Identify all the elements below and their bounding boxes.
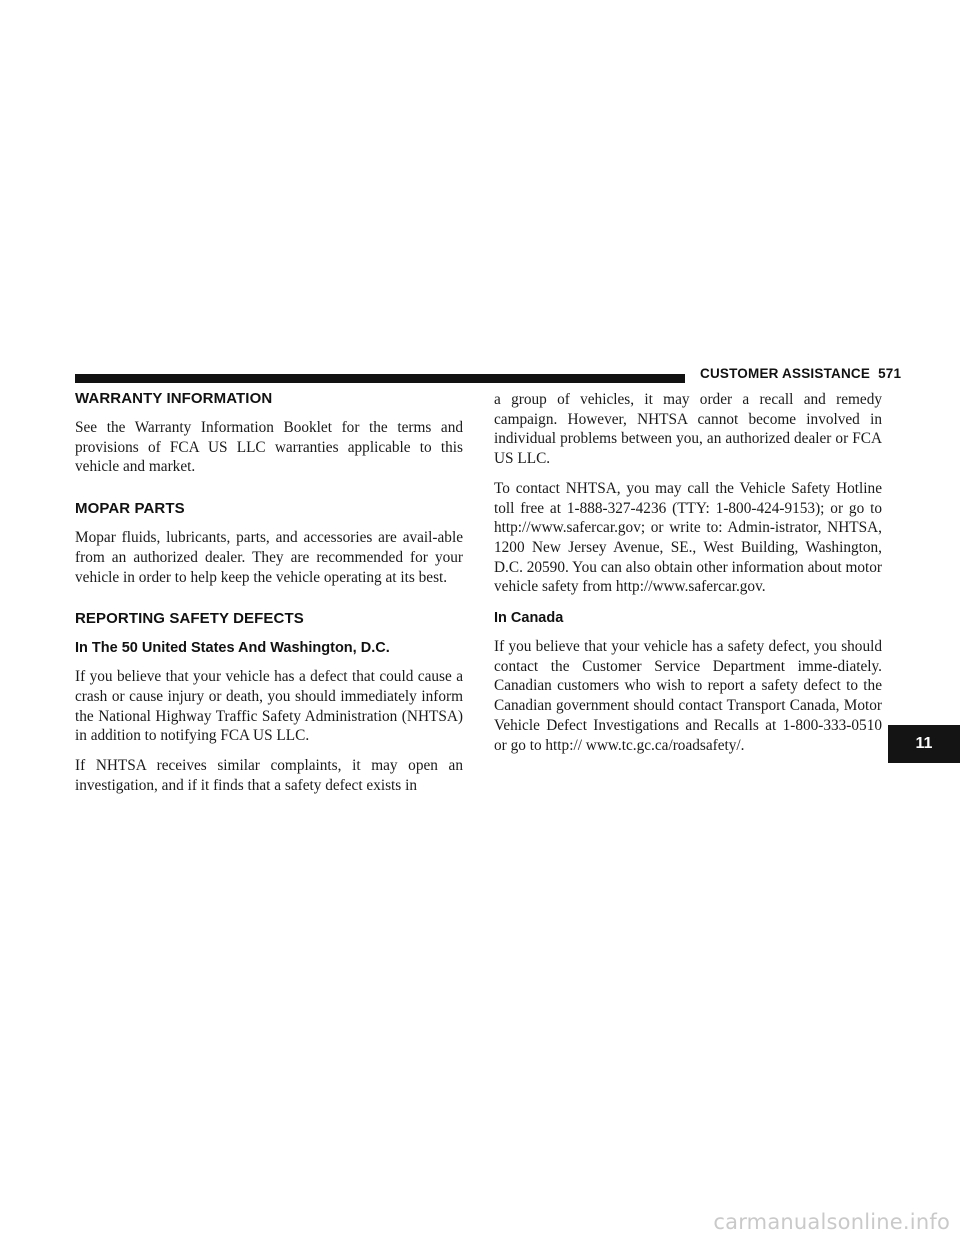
canada-paragraph: If you believe that your vehicle has a safety defect, you should contact the Customer Service Department imme-diately. Canadian customers who wish to report a safety defect to the Canadian government should contact Transport Canada, Motor Vehicle Defect Investigations and Recalls at 1-800-333-0510 or go to http:// www.tc.gc.ca/roadsafety/. bbox=[494, 638, 882, 754]
mopar-heading: MOPAR PARTS bbox=[75, 500, 185, 518]
running-header bbox=[700, 366, 901, 381]
right-column bbox=[494, 390, 882, 755]
chapter-tab bbox=[888, 725, 960, 763]
warranty-heading: WARRANTY INFORMATION bbox=[75, 390, 273, 407]
warranty-paragraph: See the Warranty Information Booklet for the terms and provisions of FCA US LLC warranties applicable to this vehicle and market. bbox=[75, 419, 463, 476]
us-paragraph-3: To contact NHTSA, you may call the Vehicle Safety Hotline toll free at 1-888-327-4236 (TTY: 1-800-424-9153); or go to http://www.safercar.gov; or write to: Admin-istrator, NHTSA, 1200 New Jersey Avenue, SE., West Building, Washington, D.C. 20590. You can also obtain other information about motor vehicle safety from http://www.safercar.gov. bbox=[494, 479, 882, 596]
us-paragraph-1: If you believe that your vehicle has a defect that could cause a crash or cause injury or death, you should immediately inform the National Highway Traffic Safety Administration (NHTSA) in addition to notifying FCA US LLC. bbox=[75, 668, 463, 745]
mopar-paragraph: Mopar fluids, lubricants, parts, and accessories are avail-able from an authorized dealer. They are recommended for your vehicle in order to help keep the vehicle operating at its best. bbox=[75, 529, 463, 586]
chapter-number: 11 bbox=[915, 735, 933, 752]
canada-subheading: In Canada bbox=[494, 610, 564, 627]
header-rule bbox=[75, 374, 685, 383]
section-title: CUSTOMER ASSISTANCE bbox=[700, 366, 871, 381]
us-subheading: In The 50 United States And Washington, D.C. bbox=[75, 640, 390, 657]
reporting-heading: REPORTING SAFETY DEFECTS bbox=[75, 610, 304, 628]
us-paragraph-2: If NHTSA receives similar complaints, it may open an investigation, and if it finds that a safety defect exists in bbox=[75, 757, 463, 794]
left-column bbox=[75, 390, 463, 795]
watermark: carmanualsonline.info bbox=[713, 1210, 950, 1234]
page-number: 571 bbox=[878, 366, 902, 381]
us-paragraph-2-continued: a group of vehicles, it may order a recall and remedy campaign. However, NHTSA cannot become involved in individual problems between you, an authorized dealer or FCA US LLC. bbox=[494, 391, 882, 468]
